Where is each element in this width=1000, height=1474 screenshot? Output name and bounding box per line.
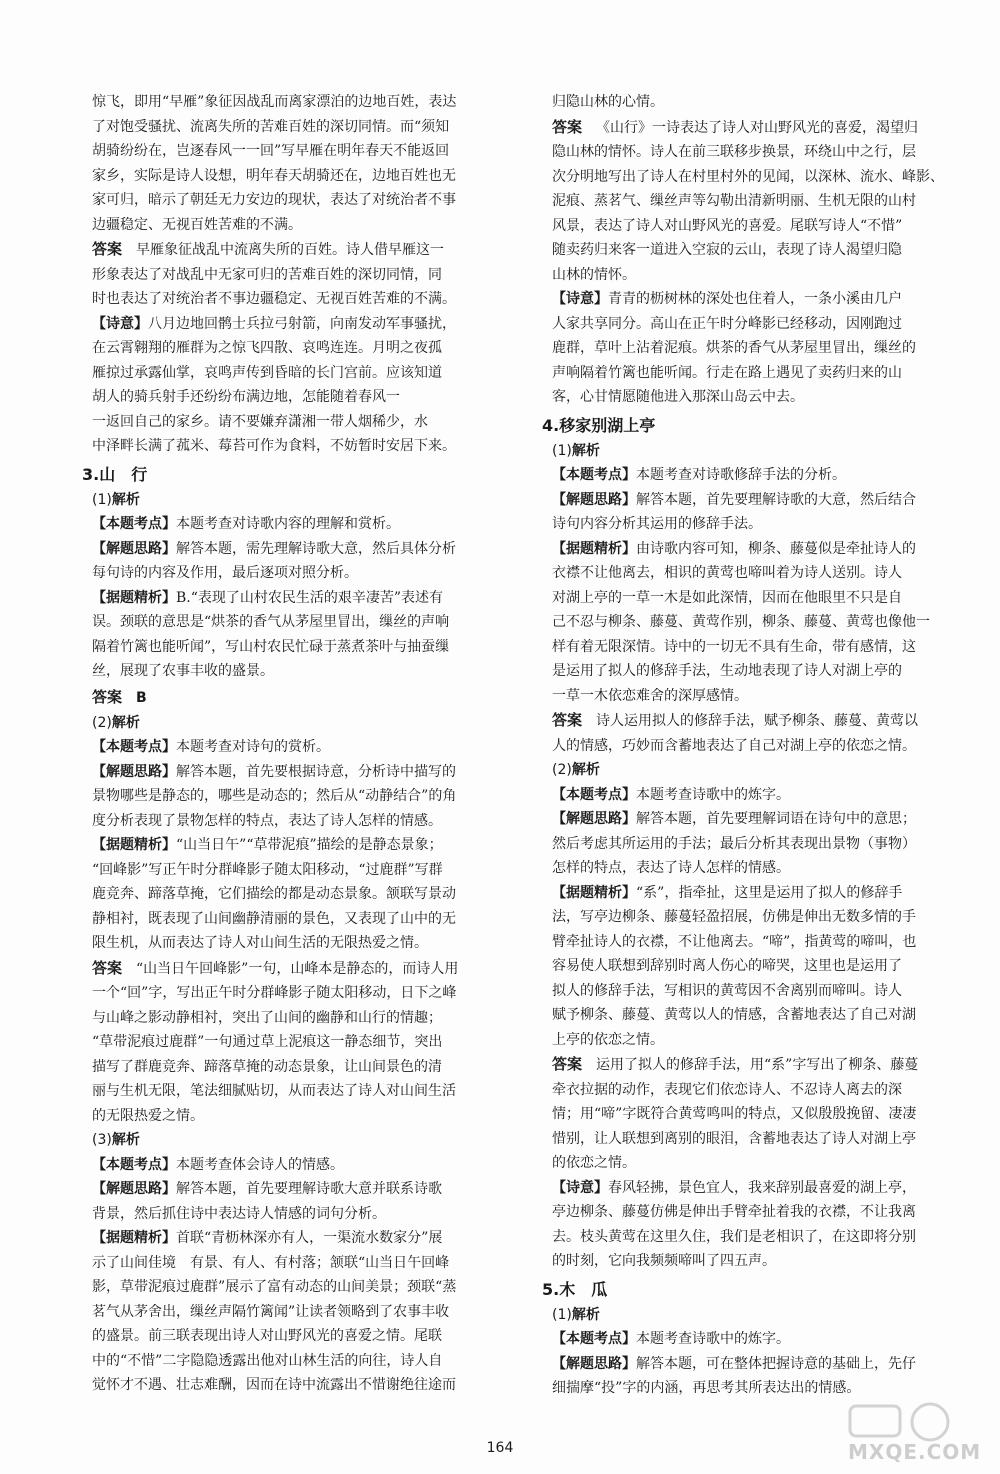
text-line: 样有着无限深情。诗中的一切无不具有生命，带有感情，这 (552, 638, 916, 655)
text-line: “回峰影”写正午时分群峰影子随太阳移动，“过鹿群”写群 (92, 861, 443, 878)
text-line: 诗句内容分析其运用的修辞手法。 (552, 516, 762, 532)
text-line: 情；用“啼”字既符合黄莺鸣叫的特点，又似殷殷挽留、凄凄 (552, 1106, 917, 1122)
section-title-5: 5.木 瓜 (542, 1279, 608, 1299)
sub-heading: (2)解析 (552, 762, 600, 778)
solution-idea: 【解题思路】解答本题，可在整体把握诗意的基础上，先仔 细揣摩“投”字的内涵，再思考其所表达出的情感。 (552, 1352, 972, 1401)
text-line: 的盛景。前三联表现出诗人对山野风光的喜爱之情。尾联 (92, 1328, 442, 1344)
text-line: 鹿群，草叶上沾着泥痕。烘茶的香气从茅屋里冒出，缫丝的 (552, 340, 916, 356)
section-title-3: 3.山 行 (82, 464, 148, 484)
poem-meaning: 【诗意】春风轻拂，景色宜人，我来辞别最喜爱的湖上亭， 亭边柳条、藤蔓仿佛是伸出手臂牵扯着我的衣襟，不让我离 去。枝头黄莺在这里久住，我们是老相识了，在这即将分别 的时刻，它向我频频啼叫了四五声。 (552, 1176, 972, 1274)
text-line: 静相衬，既表现了山间幽静清丽的景色，又表现了山中的无 (92, 910, 456, 927)
text-line: 中泽畔长满了菰米、莓苔可作为食料，不妨暂时安居下来。 (92, 438, 456, 454)
section-title-4: 4.移家别湖上亭 (542, 415, 656, 435)
text-line: 在云霄翱翔的雁群为之惊飞四散、哀鸣连连。月明之夜孤 (92, 340, 442, 356)
text-line: 惜别，让人联想到离别的眼泪，含蓄地表达了诗人对湖上亭 (552, 1130, 916, 1147)
analysis: 【据题精析】“系”，指牵扯，这里是运用了拟人的修辞手 法，写亭边柳条、藤蔓轻盈招展，仿佛是伸出无数多情的手 臂牵扯诗人的衣襟，不让他离去。“啼”，指黄莺的啼叫，也 容易使人联想到辞别时离人伤心的啼哭，这里也是运用了 拟人的修辞手法，写相识的黄莺因不舍离别而啼叫。诗人 赋予柳条、藤蔓、黄莺以人的情感，含蓄地表达了自己对湖 上亭的依恋之情。 (552, 881, 972, 1053)
text-line: 细揣摩“投”字的内涵，再思考其所表达出的情感。 (552, 1380, 861, 1396)
text-line: 胡人的骑兵射手还纷纷布满边地，怎能随着春风一 (92, 389, 400, 405)
text-line: 的时刻，它向我频频啼叫了四五声。 (552, 1253, 776, 1269)
key-point: 【本题考点】本题考查诗歌中的炼字。 (552, 1331, 790, 1347)
text-line: 然后考虑其所运用的手法；最后分析其表现出景物（事物） (552, 835, 916, 852)
text-line: 赋予柳条、藤蔓、黄莺以人的情感，含蓄地表达了自己对湖 (552, 1007, 916, 1023)
text-line: 家可归，暗示了朝廷无力安边的现状，表达了对统治者不事 (92, 192, 456, 208)
intro-paragraph (92, 90, 512, 237)
poem-meaning: 【诗意】八月边地回鹘士兵拉弓射箭，向南发动军事骚扰， 在云霄翱翔的雁群为之惊飞四散、哀鸣连连。月明之夜孤 雁掠过承露仙掌，哀鸣声传到昏暗的长门宫前。应该知道 胡人的骑兵射手还纷纷布满边地，怎能随着春风一 一返回自己的家乡。请不要嫌弃潇湘一带人烟稀少，水 中泽畔长满了菰米、莓苔可作为食料，不妨暂时安居下来。 (92, 312, 512, 459)
text-line: 法，写亭边柳条、藤蔓轻盈招展，仿佛是伸出无数多情的手 (552, 909, 916, 925)
text-line: 与山峰之影动静相衬，突出了山间的幽静和山行的情趣； (92, 1009, 442, 1026)
text-line: 中的“不惜”二字隐隐透露出他对山林生活的向往，诗人自 (92, 1352, 443, 1369)
poem-meaning: 【诗意】青青的枥树林的深处也住着人，一条小溪由几户 人家共享同分。高山在正午时分峰影已经移动，因刚跑过 鹿群，草叶上沾着泥痕。烘茶的香气从茅屋里冒出，缫丝的 声响隔着竹篱也能听闻。行走在路上遇见了卖药归来的山 客，心甘情愿随他进入那深山岛云中去。 (552, 287, 972, 410)
sub-heading: (1)解析 (552, 442, 600, 459)
text-line: 对湖上亭的一草一木是如此深情，因而在他眼里不只是自 (552, 589, 902, 606)
text-line: 是运用了拟人的修辞手法，生动地表现了诗人对湖上亭的 (552, 663, 902, 679)
text-line: 时也表达了对统治者不事边疆稳定、无视百姓苦难的不满。 (92, 291, 456, 307)
text-line: 隐山林的情怀。诗人在前三联移步换景，环绕山中之行，层 (552, 144, 916, 160)
analysis: 【据题精析】B.“表现了山村农民生活的艰辛凄苦”表述有 误。颈联的意思是“烘茶的香气从茅屋里冒出，缫丝的声响 隔着竹篱也能听闻”，写山村农民忙碌于蒸煮茶叶与抽蚕缫 丝，展现了农事丰收的盛景。 (92, 586, 512, 684)
text-line: 上亭的依恋之情。 (552, 1031, 664, 1048)
text-line: “草带泥痕过鹿群”一句通过草上泥痕这一静态细节，突出 (92, 1034, 443, 1050)
page-number: 164 (486, 1440, 514, 1456)
text-line: 丝，展现了农事丰收的盛景。 (92, 663, 274, 679)
text-line: 描写了群鹿竞奔、蹄落草掩的动态景象，让山间景色的清 (92, 1058, 442, 1075)
text-line: 亭边柳条、藤蔓仿佛是伸出手臂牵扯着我的衣襟，不让我离 (552, 1204, 916, 1220)
answer-block: 答案 诗人运用拟人的修辞手法，赋予柳条、藤蔓、黄莺以 人的情感，巧妙而含蓄地表达了自己对湖上亭的依恋之情。 (552, 708, 972, 758)
text-line: 示了山间佳境 有景、有人、有村落；颔联“山当日午回峰 (92, 1254, 450, 1271)
text-line: 次分明地写出了诗人在村里村外的见闻，以深林、流水、峰影、 (552, 168, 944, 185)
text-line: 茗气从茅舍出，缫丝声隔竹篱闻”让读者领略到了农事丰收 (92, 1303, 450, 1320)
text-line: 形象表达了对战乱中无家可归的苦难百姓的深切同情，同 (92, 266, 442, 283)
text-line: 人的情感，巧妙而含蓄地表达了自己对湖上亭的依恋之情。 (552, 737, 916, 754)
text-line: 泥痕、蒸茗气、缫丝声等勾勒出清新明丽、生机无限的山村 (552, 193, 916, 209)
key-point: 【本题考点】本题考查诗歌中的炼字。 (552, 786, 790, 803)
text-line: 一返回自己的家乡。请不要嫌弃潇湘一带人烟稀少，水 (92, 413, 428, 430)
key-point: 【本题考点】本题考查对诗歌修辞手法的分析。 (552, 467, 846, 483)
text-line: 的无限热爱之情。 (92, 1107, 204, 1124)
text-line: 随卖药归来客一道进入空寂的云山，表现了诗人渴望归隐 (552, 242, 902, 258)
sub-heading: (1)解析 (552, 1306, 600, 1323)
text-line: 每句诗的内容及作用，最后逐项对照分析。 (92, 565, 358, 581)
left-column (82, 90, 512, 1398)
analysis: 【据题精析】首联“青枥林深亦有人，一渠流水数家分”展 示了山间佳境 有景、有人、有村落；颔联“山当日午回峰 影，草带泥痕过鹿群”展示了富有动态的山间美景；颈联“蒸 茗气从茅舍出，缫丝声隔竹篱闻”让读者领略到了农事丰收 的盛景。前三联表现出诗人对山野风光的喜爱之情。尾联 中的“不惜”二字隐隐透露出他对山林生活的向往，诗人自 觉怀才不遇、壮志难酬，因而在诗中流露出不惜谢绝往途而 (92, 1226, 512, 1398)
solution-idea: 【解题思路】解答本题，首先要理解诗歌大意并联系诗歌 背景，然后抓住诗中表达诗人情感的词句分析。 (92, 1177, 512, 1226)
text-line: 丽与生机无限，笔法细腻贴切，从而表达了诗人对山间生活 (92, 1083, 456, 1099)
right-column (542, 90, 972, 1401)
text-line: 山林的情怀。 (552, 266, 636, 283)
poem-meaning-rest (92, 336, 512, 459)
text-line: 家乡，实际是诗人设想，明年春天胡骑还在，边地百姓也无 (92, 167, 456, 184)
analysis: 【据题精析】由诗歌内容可知，柳条、藤蔓似是牵扯诗人的 衣襟不让他离去，相识的黄莺也啼叫着为诗人送别。诗人 对湖上亭的一草一木是如此深情，因而在他眼里不只是自 己不忍与柳条、藤蔓、黄莺作别，柳条、藤蔓、黄莺也像他一 样有着无限深情。诗中的一切无不具有生命，带有感情，这 是运用了拟人的修辞手法，生动地表现了诗人对湖上亭的 一草一木依恋难舍的深厚感情。 (552, 537, 972, 709)
text-line: 度分析表现了景物怎样的特点，表达了诗人怎样的情感。 (92, 812, 442, 829)
text-line: 声响隔着竹篱也能听闻。行走在路上遇见了卖药归来的山 (552, 364, 902, 381)
key-point: 【本题考点】本题考查体会诗人的情感。 (92, 1156, 344, 1173)
text-line: 背景，然后抓住诗中表达诗人情感的词句分析。 (92, 1205, 386, 1222)
text-line: 隔着竹篱也能听闻”，写山村农民忙碌于蒸煮茶叶与抽蚕缫 (92, 638, 450, 655)
solution-idea: 【解题思路】解答本题，首先要理解词语在诗句中的意思； 然后考虑其所运用的手法；最后分析其表现出景物（事物） 怎样的特点，表达了诗人怎样的情感。 (552, 807, 972, 881)
text-line: 己不忍与柳条、藤蔓、黄莺作别，柳条、藤蔓、黄莺也像他一 (552, 614, 930, 630)
text-line: 怎样的特点，表达了诗人怎样的情感。 (552, 860, 790, 876)
text-line: 衣襟不让他离去，相识的黄莺也啼叫着为诗人送别。诗人 (552, 565, 902, 581)
continued-line: 归隐山林的心情。 (552, 94, 664, 110)
text-line: 景物哪些是静态的，哪些是动态的；然后从“动静结合”的角 (92, 788, 457, 804)
answer-block: 答案 《山行》一诗表达了诗人对山野风光的喜爱，渴望归 隐山林的情怀。诗人在前三联移步换景，环绕山中之行，层 次分明地写出了诗人在村里村外的见闻，以深林、流水、峰影、 泥痕、蒸茗气、缫丝声等勾勒出清新明丽、生机无限的山村 风景，表达了诗人对山野风光的喜爱。尾联写诗人“不惜” 随卖药归来客一道进入空寂的云山，表现了诗人渴望归隐 山林的情怀。 (552, 115, 972, 288)
answer-first-line: 答案 早雁象征战乱中流离失所的百姓。诗人借早雁这一 (92, 240, 445, 258)
text-line: 一个“回”字，写出正午时分群峰影子随太阳移动，日下之峰 (92, 985, 457, 1001)
text-line: 误。颈联的意思是“烘茶的香气从茅屋里冒出，缫丝的声响 (92, 614, 450, 630)
sub-heading: (2)解析 (92, 714, 140, 731)
text-line: 人家共享同分。高山在正午时分峰影已经移动，因刚跑过 (552, 315, 902, 332)
text-line: 一草一木依恋难舍的深厚感情。 (552, 687, 748, 704)
text-line: 了对饱受骚扰、流离失所的苦难百姓的深切同情。而“须知 (92, 118, 450, 135)
key-point: 【本题考点】本题考查对诗歌内容的理解和赏析。 (92, 516, 400, 532)
text-line: 惊飞，即用“早雁”象征因战乱而离家漂泊的边地百姓，表达 (92, 94, 457, 110)
text-line: 觉怀才不遇、壮志难酬，因而在诗中流露出不惜谢绝往途而 (92, 1377, 456, 1393)
text-line: 臂牵扯诗人的衣襟，不让他离去。“啼”，指黄莺的啼叫，也 (552, 933, 917, 950)
text-line: 容易使人联想到辞别时离人伤心的啼哭，这里也是运用了 (552, 958, 902, 974)
sub-heading: (1)解析 (92, 491, 140, 508)
solution-idea: 【解题思路】解答本题，首先要根据诗意，分析诗中描写的 景物哪些是静态的，哪些是动态的；然后从“动静结合”的角 度分析表现了景物怎样的特点，表达了诗人怎样的情感。 (92, 760, 512, 834)
answer-block: 答案 “山当日午回峰影”一句，山峰本是静态的，而诗人用 一个“回”字，写出正午时分群峰影子随太阳移动，日下之峰 与山峰之影动静相衬，突出了山间的幽静和山行的情趣； “草带泥痕过鹿群”一句通过草上泥痕这一静态细节，突出 描写了群鹿竞奔、蹄落草掩的动态景象，让山间景色的清 丽与生机无限，笔法细腻贴切，从而表达了诗人对山间生活 的无限热爱之情。 (92, 956, 512, 1129)
text-line: 拟人的修辞手法，写相识的黄莺因不舍离别而啼叫。诗人 (552, 982, 902, 999)
text-line: 牵衣拉据的动作，表现它们依恋诗人、不忍诗人离去的深 (552, 1081, 902, 1098)
text-line: 限生机，从而表达了诗人对山间生活的无限热爱之情。 (92, 935, 428, 951)
text-line: 去。枝头黄莺在这里久住，我们是老相识了，在这即将分别 (552, 1228, 916, 1245)
solution-idea: 【解题思路】解答本题，首先要理解诗歌的大意，然后结合 诗句内容分析其运用的修辞手法。 (552, 488, 972, 537)
text-line: 的依恋之情。 (552, 1155, 636, 1171)
sub-heading: (3)解析 (92, 1132, 140, 1148)
answer-choice: 答案 B (92, 687, 147, 706)
text-line: 胡骑纷纷在，岂逐春风一一回”写早雁在明年春天不能返回 (92, 143, 450, 159)
watermark-text: MXQE.COM (848, 1440, 982, 1464)
text-line: 客，心甘情愿随他进入那深山岛云中去。 (552, 389, 804, 405)
text-line: 边疆稳定、无视百姓苦难的不满。 (92, 216, 302, 233)
watermark (820, 1400, 980, 1466)
key-point: 【本题考点】本题考查对诗句的赏析。 (92, 739, 330, 755)
solution-idea: 【解题思路】解答本题，需先理解诗歌大意，然后具体分析 每句诗的内容及作用，最后逐项对照分析。 (92, 537, 512, 586)
text-line: 影，草带泥痕过鹿群”展示了富有动态的山间美景；颈联“蒸 (92, 1279, 457, 1295)
text-line: 雁掠过承露仙掌，哀鸣声传到昏暗的长门宫前。应该知道 (92, 364, 442, 381)
answer-block: 答案 运用了拟人的修辞手法，用“系”字写出了柳条、藤蔓 牵衣拉据的动作，表现它们依恋诗人、不忍诗人离去的深 情；用“啼”字既符合黄莺鸣叫的特点，又似殷殷挽留、凄凄 惜别，让人联想到离别的眼泪，含蓄地表达了诗人对湖上亭 的依恋之情。 (552, 1052, 972, 1176)
answer-rest (92, 263, 512, 312)
answer-block (92, 237, 512, 312)
text-line: 风景，表达了诗人对山野风光的喜爱。尾联写诗人“不惜” (552, 217, 903, 234)
text-line: 鹿竞奔、蹄落草掩，它们描绘的都是动态景象。颔联写景动 (92, 886, 456, 902)
analysis: 【据题精析】“山当日午”“草带泥痕”描绘的是静态景象； “回峰影”写正午时分群峰影子随太阳移动，“过鹿群”写群 鹿竞奔、蹄落草掩，它们描绘的都是动态景象。颔联写景动 静相衬，既表现了山间幽静清丽的景色，又表现了山中的无 限生机，从而表达了诗人对山间生活的无限热爱之情。 (92, 833, 512, 956)
